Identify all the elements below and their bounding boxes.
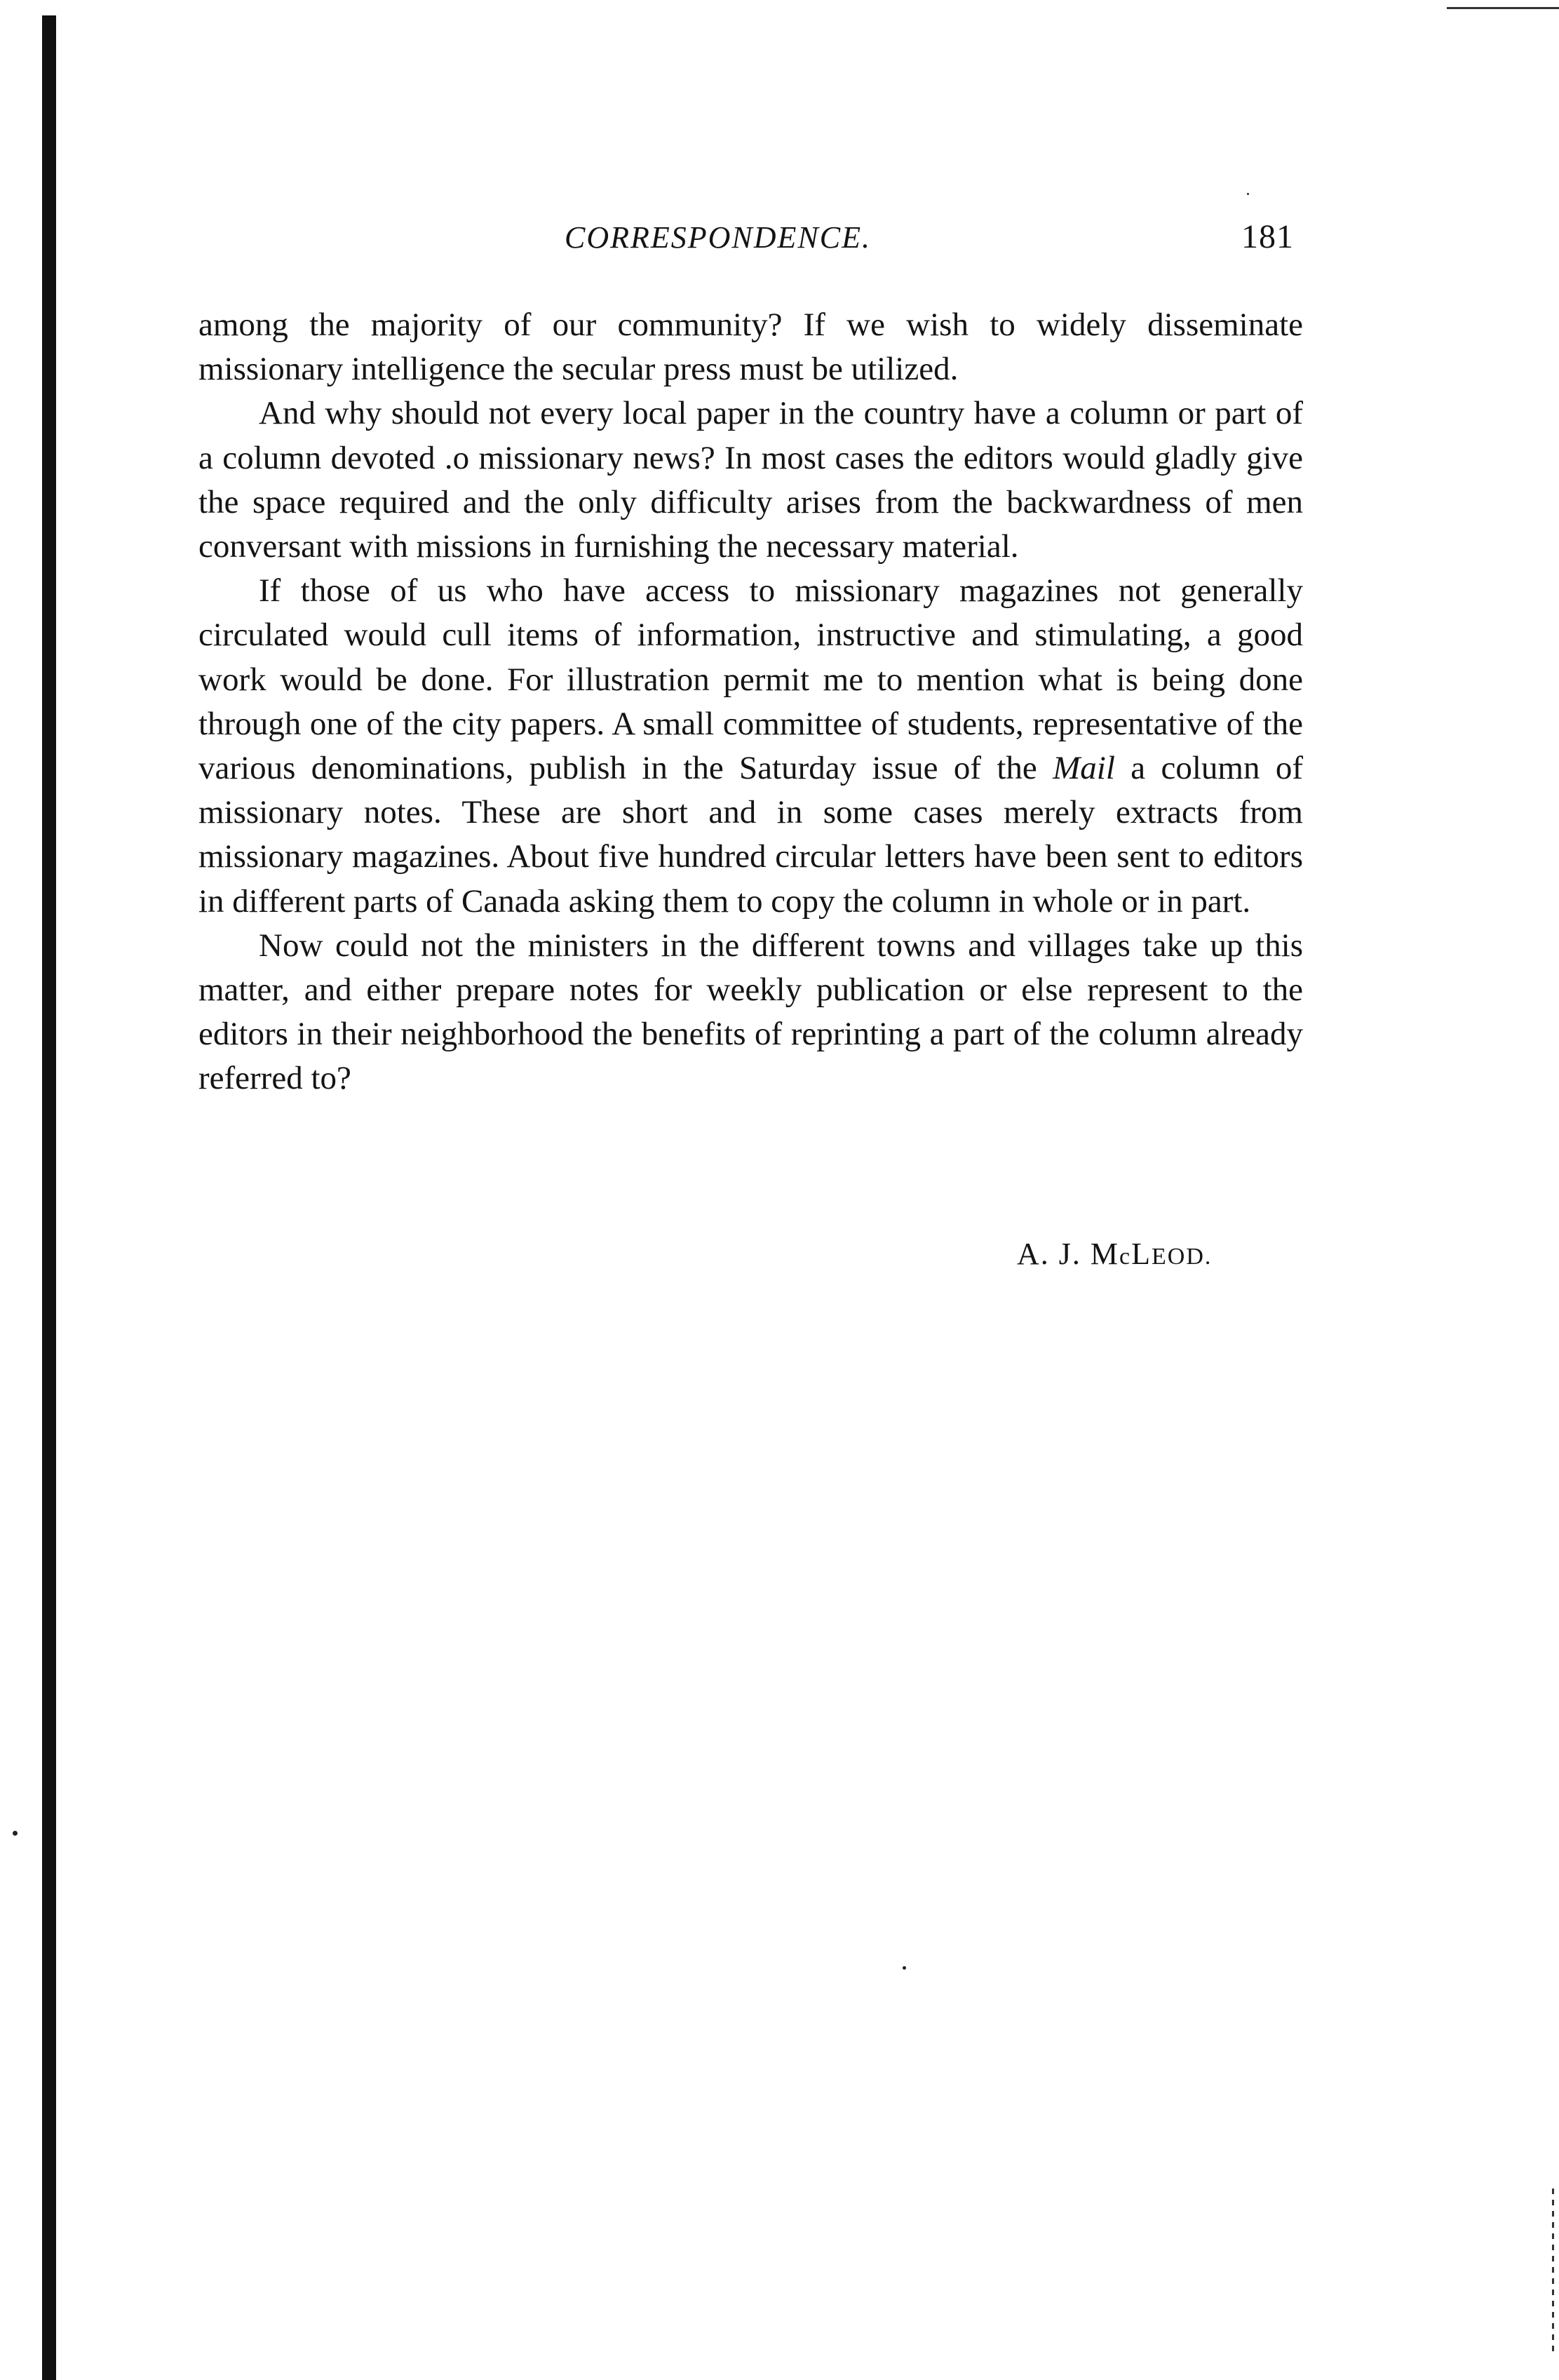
scan-dot bbox=[13, 1831, 18, 1836]
scan-dot bbox=[1247, 193, 1249, 195]
running-head bbox=[0, 214, 1559, 263]
scan-dot bbox=[903, 1966, 906, 1970]
newspaper-title: Mail bbox=[1053, 750, 1115, 787]
running-head-title: CORRESPONDENCE. bbox=[565, 220, 871, 255]
article-body bbox=[198, 303, 1303, 1101]
scan-corner-mark bbox=[1447, 7, 1559, 9]
paragraph bbox=[198, 569, 1303, 924]
scan-binding-edge bbox=[42, 15, 56, 2380]
paragraph-text: If those of us who have access to missionary magazines not generally circulated would cull items of information, instructive and stimulating, a good work would be done. For illustration permit me to mention what is being done through one of the city papers. A small committee of students, representative of the various denominations, publish in the Saturday issue of the bbox=[198, 572, 1303, 787]
signature-text: EOD. bbox=[1152, 1244, 1213, 1270]
page-number: 181 bbox=[1241, 218, 1294, 255]
author-signature bbox=[1017, 1236, 1212, 1272]
signature-text: L bbox=[1131, 1237, 1152, 1271]
scan-dash bbox=[1552, 2189, 1554, 2357]
paragraph: And why should not every local paper in the country have a column or part of a column devoted .o missionary news? In most cases the editors would gladly give the space required and the only difficulty arises from the backwardness of men conversant with missions in furnishing the necessary material. bbox=[198, 395, 1303, 565]
paragraph: Now could not the ministers in the different towns and villages take up this matter, and either prepare notes for weekly publication or else represent to the editors in their neighborhood the benefits of reprinting a part of the column already referred to? bbox=[198, 927, 1303, 1097]
signature-text: A. J. M bbox=[1017, 1237, 1120, 1271]
paragraph-text: a column of missionary notes. These are short and in some cases merely extracts from missionary magazines. About five hundred circular letters have been sent to editors in different parts of Canada asking them to copy the column in whole or in part. bbox=[198, 750, 1304, 920]
signature-text: c bbox=[1119, 1244, 1132, 1270]
paragraph: among the majority of our community? If we wish to widely disseminate missionary intelligence the secular press must be utilized. bbox=[198, 307, 1303, 388]
